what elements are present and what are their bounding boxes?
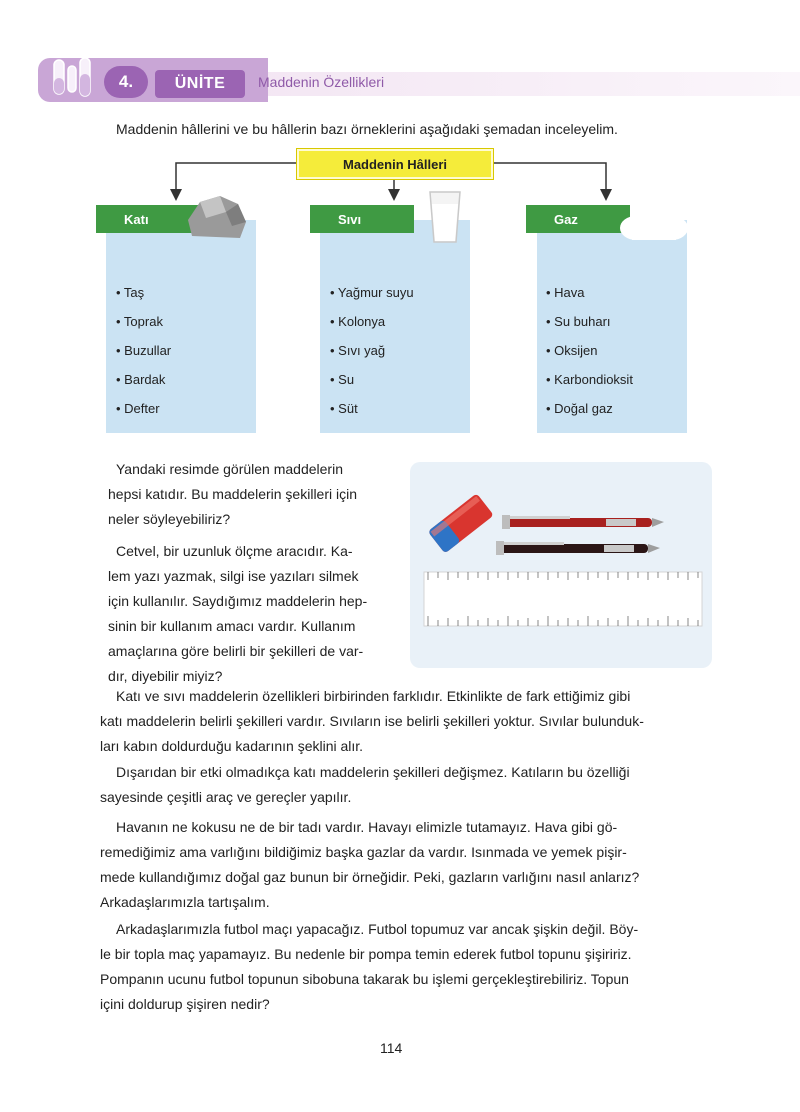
unit-number: 4. [104, 66, 148, 98]
text-line: dır, diyebilir miyiz? [108, 668, 223, 684]
milk-glass-icon [428, 190, 462, 244]
list-item: • Yağmur suyu [330, 285, 414, 300]
diagram-title: Maddenin Hâlleri [296, 148, 494, 180]
rock-icon [186, 192, 248, 242]
text-line: amaçlarına göre belirli bir şekilleri de var- [108, 643, 364, 659]
side-paragraph-1 [108, 457, 401, 532]
gas-list [546, 278, 633, 423]
unit-label: ÜNİTE [155, 70, 245, 98]
paragraph-3 [100, 815, 720, 915]
ruler-icon [424, 572, 702, 626]
liquid-tab: Sıvı [310, 205, 414, 233]
list-item: • Toprak [116, 314, 163, 329]
cloud-icon [616, 198, 692, 246]
text-line: Pompanın ucunu futbol topunun sibobuna takarak bu işlemi gerçekleştirebiliriz. Topun [100, 971, 629, 987]
list-item: • Defter [116, 401, 160, 416]
text-line: içini doldurup şişiren nedir? [100, 996, 270, 1012]
text-line: sinin bir kullanım amacı vardır. Kullanım [108, 618, 356, 634]
text-line: Katı ve sıvı maddelerin özellikleri birbirinden farklıdır. Etkinlikte de fark ettiğimiz gibi [116, 688, 631, 704]
solid-list [116, 278, 171, 423]
solid-tab: Katı [96, 205, 200, 233]
list-item: • Bardak [116, 372, 166, 387]
intro-text: Maddenin hâllerini ve bu hâllerin bazı örneklerini aşağıdaki şemadan inceleyelim. [116, 121, 618, 137]
text-line: Dışarıdan bir etki olmadıkça katı maddelerin şekilleri değişmez. Katıların bu özelliği [116, 764, 630, 780]
text-line: neler söyleyebiliriz? [108, 511, 231, 527]
list-item: • Su [330, 372, 355, 387]
text-line: remediğimiz ama varlığını bildiğimiz başka gazlar da vardır. Isınmada ve yemek pişir- [100, 844, 627, 860]
list-item: • Sıvı yağ [330, 343, 386, 358]
text-line: için kullanılır. Saydığımız maddelerin hep- [108, 593, 368, 609]
red-pen-icon [502, 515, 664, 529]
text-line: Havanın ne kokusu ne de bir tadı vardır. Havayı elimizle tutamayız. Hava gibi gö- [116, 819, 618, 835]
text-line: Arkadaşlarımızla futbol maçı yapacağız. Futbol topumuz var ancak şişkin değil. Böy- [116, 921, 639, 937]
text-line: hepsi katıdır. Bu maddelerin şekilleri için [108, 486, 358, 502]
list-item: • Oksijen [546, 343, 598, 358]
list-item: • Kolonya [330, 314, 386, 329]
stationery-illustration [410, 462, 712, 668]
list-item: • Taş [116, 285, 145, 300]
list-item: • Buzullar [116, 343, 172, 358]
liquid-list [330, 278, 414, 423]
page-number: 114 [380, 1040, 403, 1056]
paragraph-1 [100, 684, 720, 759]
list-item: • Süt [330, 401, 358, 416]
text-line: Cetvel, bir uzunluk ölçme aracıdır. Ka- [116, 543, 353, 559]
text-line: lem yazı yazmak, silgi ise yazıları silmek [108, 568, 359, 584]
list-item: • Doğal gaz [546, 401, 613, 416]
gas-tab: Gaz [526, 205, 630, 233]
text-line: mede kullandığımız doğal gaz bunun bir örneğidir. Peki, gazların varlığını nasıl anlarız? [100, 869, 640, 885]
text-line: le bir topla maç yapamayız. Bu nedenle bir pompa temin ederek futbol topunu şişiririz. [100, 946, 632, 962]
eraser-icon [428, 493, 494, 553]
list-item: • Su buharı [546, 314, 611, 329]
test-tubes-icon [50, 56, 98, 100]
text-line: katı maddelerin belirli şekilleri vardır. Sıvıların ise belirli şekilleri yoktur. Sıvılar bulunduk- [100, 713, 644, 729]
paragraph-2 [100, 760, 720, 810]
text-line: sayesinde çeşitli araç ve gereçler yapılır. [100, 789, 352, 805]
black-pen-icon [496, 541, 660, 555]
unit-title: Maddenin Özellikleri [258, 74, 385, 90]
text-line: ları kabın doldurduğu kadarının şeklini alır. [100, 738, 364, 754]
text-line: Yandaki resimde görülen maddelerin [116, 461, 343, 477]
list-item: • Karbondioksit [546, 372, 633, 387]
list-item: • Hava [546, 285, 585, 300]
text-line: Arkadaşlarımızla tartışalım. [100, 894, 270, 910]
paragraph-4 [100, 917, 720, 1017]
side-paragraph-2 [108, 539, 403, 689]
